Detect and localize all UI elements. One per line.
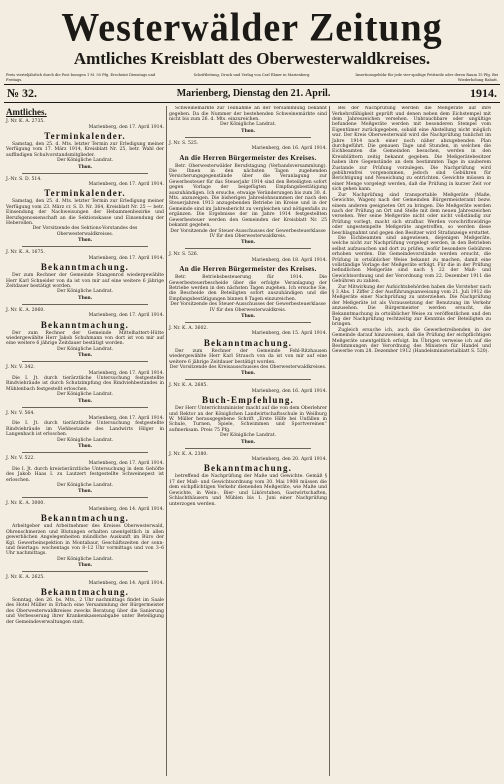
notice-text: betreffend die Nachprüfung der Maße und Gewichte. Gemäß § 17 der Maß- und Gewichtsordnung vom 30. Mai 1908 müssen die dem eichpflichtigen Verkehr dienenden Meßgeräte, wie Maße und Gewichte, in Wein-, Bier- und Likörstuben, Gastwirtschaften, Schlachthäusern und Mühlen bis 1. Juni einer Nachprüfung unterzogen werden. — [169, 474, 327, 507]
notice-ref: J.-Nr. S. D. 514. — [6, 176, 42, 182]
divider — [185, 322, 311, 323]
notice-text: Betr. Oberwesterwälder Berufstagung (Verbandsversammlung). Die Ihnen in den nächsten Tagen zugehenden Versicherungsgegenstände über die Veranlagung zur Gewerbesteuer für das Steuerjahr 1914 sind den Beteiligten sofort gegen Vorlage der beigefügten Empfangsbestätigung auszuhändigen. Ich ersuche, etwaige Veränderungen bis zum 30. d. Mts. anzuzeigen. Die bisherigen Jahreslohnsummen der nach den Steuerjahren 1913 anzugebenden Betriebe im Kreise und in der Gemeinde sind im Jahresbericht zu vergleichen und nötigenfalls zu ergänzen. Die Ergebnisse der im Jahre 1914 festgestellten Gewerbesteuer werden den Gemeinden der Kreisblatt Nr. 25 bekannt gegeben. — [169, 163, 328, 229]
notice-text: Die I. Jt. durch kreistierärztliche Untersuchung in dem Gehöfte des Jakob Haas I. zu Lautzert festgestellte Schweinepest ist erloschen. — [6, 466, 164, 483]
divider — [185, 379, 311, 380]
notice-heading: An die Herren Bürgermeister des Kreises. — [179, 153, 317, 162]
column-1 — [4, 106, 167, 776]
notice — [169, 383, 327, 444]
notice-authority: Der Vorsitzende des Steuer-Ausschusses der Gewerbesteuerklasse IV für den Oberwesterwaldkreis. — [170, 302, 326, 313]
notice — [169, 106, 327, 134]
notice-text: Samstag, den 25. d. Mts. letzter Termin zur Erledigung meiner Verfügung vom 23. März cr. S. D. Nr. 364, Kreisblatt Nr. 25 — betr. Einsendung der Nachweisungen der Hebammenbezirke und Berufsgenossenschaft an die Sektionskasse und Einsendung der Heberollen. — [6, 199, 164, 227]
masthead — [4, 5, 500, 69]
notice-date: Marienberg, den 14. April 1914. — [88, 506, 164, 512]
notice-text: Samstag, den 25. d. Mts. letzter Termin zur Erledigung meiner Verfügung vom 17. März 1914, Kreisblatt Nr. 25, betr. Wahl der auffindigen Schulvorstandsmitglieder. — [6, 142, 164, 158]
notice-ref: J. Nr. K. A. 1675. — [6, 250, 45, 256]
notice-heading: Terminkalender. — [44, 188, 126, 199]
notice-date: Marienberg, den 17. April 1914. — [88, 370, 164, 376]
notice-text: Zur Mitwirkung der Aufsichtsbehörden haben die Vorsteher nach § 3 Abs. 1 Ziffer 2 der Ausführungsanweisung vom 21. Juli 1912 die Meßgeräte einer Nachprüfung zu unterziehen. Die Nachprüfung der Meßgeräte ist als Voraussetzung der Benutzung im Verkehr anzusehen. Die Bürgermeister werden ersucht, die Bekanntmachung in ortsüblicher Weise zu veröffentlichen und den Tag der Nachprüfung rechtzeitig zur Kenntnis der Beteiligten zu bringen. — [332, 284, 491, 328]
notice-authority: Der Königliche Landrat. — [219, 433, 277, 439]
notice-text: Betr. Betriebsbesteuerung für 1914. Die Gewerbesteuerbescheide über die erfolgte Veranlagung der Betriebe werden in den nächsten Tagen zugehen. Ich ersuche Sie, die Bescheide den Beteiligten sofort auszuhändigen und die Empfangsbestätigungen binnen 8 Tagen einzureichen. — [169, 275, 327, 302]
divider — [22, 407, 148, 408]
notice-ref: J. Nr. K. A. 2060. — [6, 307, 45, 313]
notice — [6, 177, 164, 244]
notice — [6, 119, 164, 169]
notice-text: Sonntag, den 26. bs. Mts., 2 Uhr nachmittags findet im Saale des Hotel Müller in Erbach eine Versammlung der Bürgermeister des Oberwesterwaldkreises zwecks Beratung über die Sanierung und Verbesserung ihrer Krankenkassenabgabe unter Beteiligung der Gemeindeverwaltungen statt. — [6, 597, 164, 625]
notice-date: Marienberg, den 14. April 1914. — [88, 580, 164, 586]
issue-date: Marienberg, Dienstag den 21. April. — [176, 88, 331, 100]
notice-text: Die I. Jt. durch tierärztliche Untersuchung festgestellte Rindviehräude ist durch Schutzimpfung des Rindviehbestandes in Mühlenbach festgestellt erloschen. — [6, 375, 164, 392]
notice-date: Marienberg, den 18. April 1914. — [251, 257, 327, 263]
newspaper-page — [4, 4, 500, 776]
article-columns — [4, 106, 500, 776]
notice-signature: Thon. — [241, 312, 255, 319]
notice — [169, 326, 327, 376]
notice-authority: Der Königliche Landrat. — [56, 556, 114, 562]
notice — [6, 411, 164, 449]
notice-ref: J. Nr. V. 564. — [6, 410, 35, 416]
date-bar — [4, 84, 500, 103]
notice-ref: J. Nr. K. A. 2625. — [6, 575, 45, 581]
divider — [22, 246, 148, 247]
notice-signature: Thon. — [241, 438, 255, 445]
masthead-subtitle: Amtliches Kreisblatt des Oberwesterwaldkreises. — [73, 49, 431, 68]
notice-date: Marienberg, den 16. April 1914. — [251, 388, 327, 394]
notice-text: Zur Nachprüfung sind transportable Meßgeräte (Maße, Gewichte, Wagen) nach der Gemeinden Bürgermeisteramt bezw. einem anderen geeigneten Ort zu bringen. Die Meßgeräte werden nach der Prüfung an Ort und Stelle mit dem neuen Jahreszeichen versehen. Wer seine Meßgeräte nicht oder nicht vollständig zur Prüfung vorlegt, macht sich strafbar. Werden vorschriftswidrige oder ungestempelte Meßgeräte angetroffen, so werden diese beschlagnahmt und gegen den Besitzer wird Strafanzeige erstattet. — [332, 192, 491, 236]
notice — [6, 456, 164, 494]
advertising-info: Insertionsgebühr für jede vier-spaltige Petitzeile oder deren Raum 15 Pfg. Bei Wiederholung Rabatt. — [355, 73, 498, 82]
notice-authority: Der Königliche Landrat. — [56, 158, 114, 164]
notice-ref: J. Nr. V. 342. — [6, 365, 35, 371]
notice-signature: Thon. — [78, 488, 92, 495]
notice-date: Marienberg, den 17. April 1914. — [88, 313, 164, 319]
section-title: Amtliches. — [6, 107, 47, 118]
notice-ref: J. Nr. K. A. 3602. — [169, 325, 208, 331]
notice-date: Marienberg, den 17. April 1914. — [88, 124, 164, 130]
notice-heading: Bekanntmachung. — [203, 463, 293, 474]
notice-text: Arbeitgeber und Arbeitnehmer des Kreises Oberwesterwald, Ohrenschmerzen und Blutungen erhalten unentgeltlich in allen gewerblichen Angelegenheiten mündliche Auskunft im Büro der Kgl. Gewerbeinspektion in Montabaur, Geschäftszeiten der sonn- und feiertags: wochentags von 8–12 Uhr vormittags und von 3–6 Uhr nachmittags. — [6, 524, 164, 557]
notice-text: Der zum Rechner der Gemeinde Stangenrod wiedergewählte Herr Karl Schneider von da ist von mir auf eine weitere 6 jährige Zeitdauer bestätigt worden. — [6, 273, 164, 289]
notice-ref: J. Nr. K. A. 2685. — [169, 383, 208, 389]
notice-authority: Der Königliche Landrat. — [56, 392, 114, 398]
notice-signature: Thon. — [78, 352, 92, 359]
notice-heading: An die Herren Bürgermeister des Kreises. — [179, 265, 317, 274]
subscription-info: Preis vierteljährlich durch die Post bezogen 1 M. 50 Pfg. Erscheint Dienstags und Freitags. — [6, 73, 156, 82]
divider — [22, 361, 148, 362]
notice-heading: Bekanntmachung. — [40, 262, 130, 273]
notice-text: Die Eichbeamten sind angewiesen, diejenigen Meßgeräte, welche nicht zur Nachprüfung vorgelegt werden, in den Betrieben selbst aufzusuchen und dort zu prüfen, wofür besondere Gebühren erhoben werden. Die Gemeindevorstände werden ersucht, die Prüfung in ortsüblicher Weise bekannt zu machen, damit eine vollständige Vorlage der Meßgeräte erfolgt. Für die in der Prüfung befindlichen Meßgeräte sind nach § 22 der Maß- und Gewichtsordnung und der Verordnung vom 22. Dezember 1911 die Gebühren zu zahlen. — [332, 235, 491, 285]
notice-signature: Thon. — [78, 294, 92, 301]
notice-authority: Der Vorsitzende der Steuer-Ausschusses der Gewerbesteuerklasse IV für den Oberwesterwaldkreis. — [170, 228, 326, 239]
notice — [6, 308, 164, 358]
notice-heading: Bekanntmachung. — [40, 513, 130, 524]
notice-date: Marienberg, den 16. April 1914. — [251, 146, 327, 152]
notice-signature: Thon. — [78, 397, 92, 404]
notice-ref: J. Nr. V. 522. — [6, 456, 35, 462]
notice — [169, 452, 327, 507]
notice-text: Die I. Jt. durch tierärztliche Untersuchung festgestellte Rindviehräude im Viehbestande des Landwirts Hilger in Langenbach ist erloschen. — [6, 421, 164, 438]
notice-heading: Bekanntmachung. — [203, 337, 293, 348]
notice-authority: Der Königliche Landrat. — [219, 122, 277, 128]
notice-signature: Thon. — [78, 562, 92, 569]
divider — [22, 497, 148, 498]
notice-date: Marienberg, den 17. April 1914. — [88, 182, 164, 188]
notice-authority: Der Königliche Landrat. — [56, 483, 114, 489]
notice-authority: Der Königliche Landrat. — [56, 289, 114, 295]
notice-ref: J. Nr. K. A. 2735. — [6, 119, 45, 125]
issue-number: № 32. — [7, 86, 38, 101]
divider — [185, 448, 311, 449]
notice-date: Marienberg, den 15. April 1914. — [251, 331, 327, 337]
notice-text: Schweinemärkte zur Teilnahme an der Versammlung bekannt gegeben. Da die Nummer der bestehenden Schweinemärkte sind nicht bis zum 26. d. Mts. einzureichen. — [169, 106, 327, 122]
divider — [22, 173, 148, 174]
notice-text: Der zum Rechner der Gemeinde Mittelhattert-Hütte wiedergewählte Herr Jakob Schuhmann von dort ist von mir auf eine weitere 6 jährige Zeitdauer bestätigt worden. — [6, 330, 164, 347]
publisher-info: Schriftleitung, Druck und Verlag von Carl Ebner in Marienberg. — [193, 73, 311, 77]
notice-ref: J. Nr. K. A. 3000. — [6, 501, 45, 507]
notice-heading: Bekanntmachung. — [40, 586, 130, 597]
notice-authority: Der Königliche Landrat. — [56, 437, 114, 443]
divider — [22, 452, 148, 453]
column-3 — [330, 106, 493, 776]
notice-signature: Thon. — [241, 239, 255, 246]
notice-date: Marienberg, den 17. April 1914. — [88, 255, 164, 261]
notice-signature: Thon. — [241, 370, 255, 377]
notice — [6, 575, 164, 625]
notice-text: Der zum Rechner der Gemeinde Fehl-Ritzhausen wiedergewählte Herr Karl Strauch von da ist von mir auf eine weitere 6 jährige Zeitdauer bestätigt worden. — [169, 348, 327, 365]
notice-heading: Terminkalender. — [44, 131, 126, 141]
notice — [169, 252, 327, 319]
notice-authority: Der Vorsitzende des Sektions-Vorstandes des Oberwesterwaldkreises. — [32, 226, 138, 237]
issue-year: 1914. — [469, 86, 497, 101]
divider — [185, 137, 311, 138]
notice-authority: Der Vorsitzende des Kreisausschusses des Oberwesterwaldkreises. — [169, 365, 327, 370]
notice-ref: J. Nr. S. 526. — [169, 252, 199, 258]
notice — [6, 501, 164, 568]
notice-signature: Thon. — [78, 163, 92, 170]
notice-signature: Thon. — [78, 443, 92, 450]
notice-heading: Buch-Empfehlung. — [202, 395, 294, 406]
column-2 — [167, 106, 330, 776]
notice — [6, 250, 164, 300]
notice-date: Marienberg, den 20. April 1914. — [251, 457, 327, 463]
masthead-title: Westerwälder Zeitung — [61, 5, 443, 51]
divider — [185, 248, 311, 249]
notice — [169, 141, 327, 246]
notice-date: Marienberg, den 17. April 1914. — [88, 461, 164, 467]
notice-date: Marienberg, den 17. April 1914. — [88, 416, 164, 421]
notice-signature: Thon. — [241, 127, 255, 134]
notice-heading: Bekanntmachung. — [40, 319, 130, 330]
notice-text: Zugleich ersuche ich, auch die Gewerbetreibenden in der Gemeinde darauf hinzuweisen, daß die Prüfung der eichpflichtigen Meßgeräte unentgeltlich erfolgt. Im Übrigen verweise ich auf die Bestimmungen der Verordnung des Ministers für Handel und Gewerbe vom 28. Dezember 1912 (Handelsministerialblatt S. 520). — [332, 327, 491, 355]
notice-text: Der Herr Unterrichtsminister macht auf die von dem Oberlehrer und Rektor an der Königlichen Landwirtschaftsschule in Weilburg W. Müller herausgegebene Schrift „Erste Hilfe bei Unfällen in Schule, Turnen, Spiele, Schwimmen und Sportvereinen“ aufmerksam. Preis 75 Pfg. — [169, 406, 327, 433]
notice-text: Bei der Nachprüfung werden die Meßgeräte auf ihre Verkehrsfähigkeit geprüft und denen neben dem Eichstempel mit dem Jahreszeichen versehen. Unbrauchbare oder ungültige befundene Meßgeräte werden mit besonderen Stempel vom Eigentümer zurückgegeben, sobald eine Abstellung nicht möglich war. Der Kreis Oberwesterwald wird die Nachprüfung tunlichst im Jahre 1914 nach einer noch näher abzugebenden Plan durchgeführt. Die genauen Tage und Stunden, in welchen die Eichbeamten die Gemeinden besuchen, werden in den Kreisblättern zeitig bekannt gegeben. Die Meßgerätebesitzer haben ihre Gegenstände an dem bestimmten Tage in sauberem Zustande zur Prüfung vorzulegen. Die Nachprüfung wird gebührenfrei vorgenommen, jedoch sind Gebühren für Berichtigung und Neueichung zu entrichten. Gewichte müssen in einer Menge vorgelegt werden, daß die Prüfung in kurzer Zeit vor sich gehen kann. — [332, 106, 491, 193]
notice-authority: Der Königliche Landrat. — [56, 346, 114, 352]
notice-ref: J. Nr. K. A. 2380. — [169, 451, 208, 457]
divider — [22, 304, 148, 305]
notice-signature: Thon. — [78, 237, 92, 244]
notice — [6, 365, 164, 403]
publication-info — [4, 73, 500, 82]
divider — [22, 571, 148, 572]
notice-ref: J. Nr. S. 525. — [169, 140, 199, 146]
